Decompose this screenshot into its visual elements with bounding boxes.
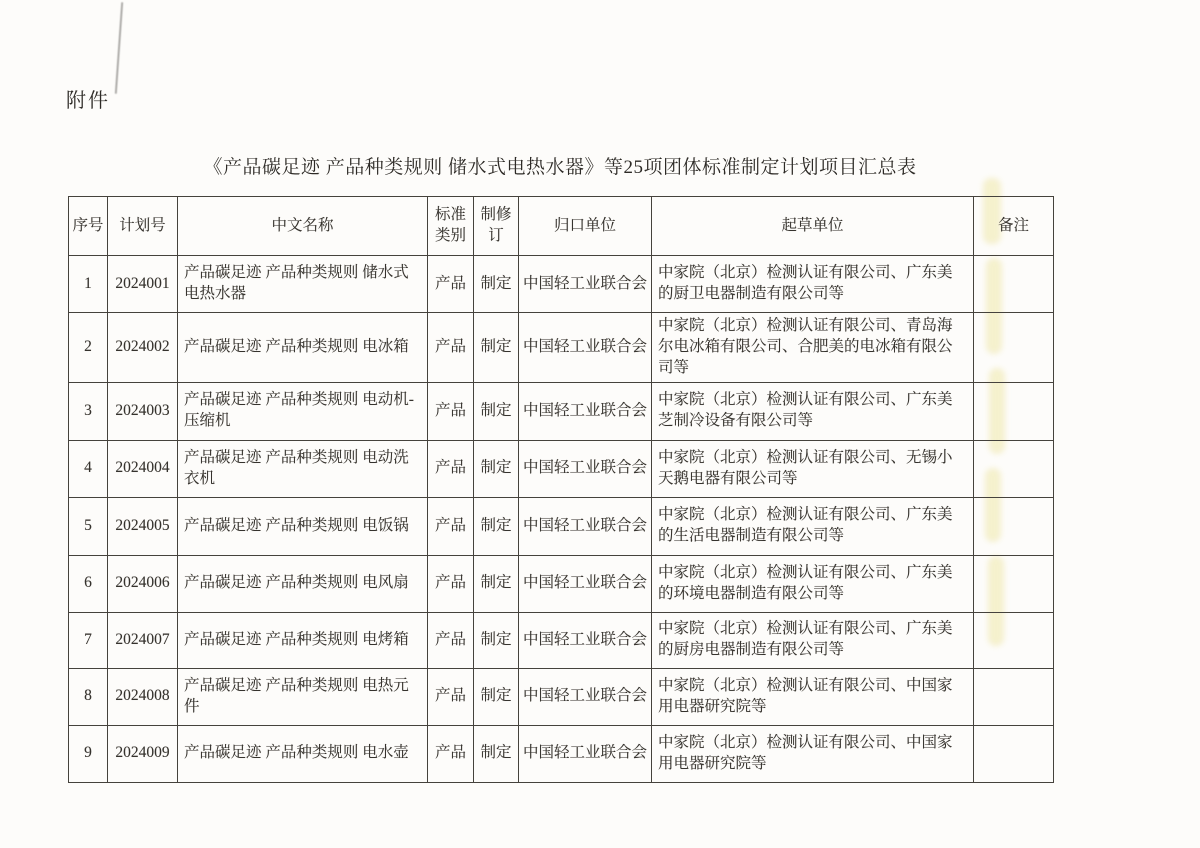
cell-seq: 2 bbox=[69, 313, 108, 383]
cell-org: 中国轻工业联合会 bbox=[519, 313, 652, 383]
standards-plan-table bbox=[68, 196, 1054, 783]
cell-remark bbox=[974, 725, 1054, 782]
cell-drafter: 中家院（北京）检测认证有限公司、广东美的环境电器制造有限公司等 bbox=[652, 555, 974, 612]
cell-remark bbox=[974, 313, 1054, 383]
cell-plan-no: 2024006 bbox=[108, 555, 178, 612]
cell-name: 产品碳足迹 产品种类规则 电动洗衣机 bbox=[178, 440, 428, 497]
cell-name: 产品碳足迹 产品种类规则 电冰箱 bbox=[178, 313, 428, 383]
cell-drafter: 中家院（北京）检测认证有限公司、广东美的生活电器制造有限公司等 bbox=[652, 497, 974, 555]
cell-name: 产品碳足迹 产品种类规则 电动机-压缩机 bbox=[178, 382, 428, 440]
cell-name: 产品碳足迹 产品种类规则 电风扇 bbox=[178, 555, 428, 612]
paper-crease-artifact bbox=[115, 2, 123, 94]
cell-action: 制定 bbox=[474, 555, 519, 612]
cell-seq: 6 bbox=[69, 555, 108, 612]
cell-remark bbox=[974, 612, 1054, 668]
header-cell-category: 标准类别 bbox=[428, 197, 474, 256]
cell-seq: 4 bbox=[69, 440, 108, 497]
cell-drafter: 中家院（北京）检测认证有限公司、广东美芝制冷设备有限公司等 bbox=[652, 382, 974, 440]
table-row bbox=[69, 256, 1054, 313]
cell-org: 中国轻工业联合会 bbox=[519, 440, 652, 497]
cell-name: 产品碳足迹 产品种类规则 储水式电热水器 bbox=[178, 256, 428, 313]
cell-name: 产品碳足迹 产品种类规则 电水壶 bbox=[178, 725, 428, 782]
table-row bbox=[69, 497, 1054, 555]
header-cell-remark: 备注 bbox=[974, 197, 1054, 256]
cell-seq: 5 bbox=[69, 497, 108, 555]
cell-seq: 7 bbox=[69, 612, 108, 668]
cell-category: 产品 bbox=[428, 725, 474, 782]
cell-drafter: 中家院（北京）检测认证有限公司、广东美的厨房电器制造有限公司等 bbox=[652, 612, 974, 668]
cell-plan-no: 2024003 bbox=[108, 382, 178, 440]
cell-action: 制定 bbox=[474, 313, 519, 383]
cell-name: 产品碳足迹 产品种类规则 电热元件 bbox=[178, 668, 428, 725]
cell-remark bbox=[974, 256, 1054, 313]
cell-plan-no: 2024008 bbox=[108, 668, 178, 725]
table-row bbox=[69, 668, 1054, 725]
cell-org: 中国轻工业联合会 bbox=[519, 497, 652, 555]
cell-remark bbox=[974, 497, 1054, 555]
cell-plan-no: 2024005 bbox=[108, 497, 178, 555]
cell-category: 产品 bbox=[428, 497, 474, 555]
cell-seq: 8 bbox=[69, 668, 108, 725]
cell-drafter: 中家院（北京）检测认证有限公司、广东美的厨卫电器制造有限公司等 bbox=[652, 256, 974, 313]
cell-remark bbox=[974, 382, 1054, 440]
cell-action: 制定 bbox=[474, 440, 519, 497]
cell-plan-no: 2024001 bbox=[108, 256, 178, 313]
header-cell-org: 归口单位 bbox=[519, 197, 652, 256]
cell-category: 产品 bbox=[428, 256, 474, 313]
table-header-row bbox=[69, 197, 1054, 256]
cell-seq: 9 bbox=[69, 725, 108, 782]
cell-category: 产品 bbox=[428, 555, 474, 612]
cell-category: 产品 bbox=[428, 612, 474, 668]
cell-org: 中国轻工业联合会 bbox=[519, 256, 652, 313]
header-cell-name: 中文名称 bbox=[178, 197, 428, 256]
cell-name: 产品碳足迹 产品种类规则 电饭锅 bbox=[178, 497, 428, 555]
cell-org: 中国轻工业联合会 bbox=[519, 612, 652, 668]
cell-org: 中国轻工业联合会 bbox=[519, 382, 652, 440]
cell-action: 制定 bbox=[474, 497, 519, 555]
cell-action: 制定 bbox=[474, 612, 519, 668]
cell-drafter: 中家院（北京）检测认证有限公司、无锡小天鹅电器有限公司等 bbox=[652, 440, 974, 497]
cell-plan-no: 2024009 bbox=[108, 725, 178, 782]
cell-plan-no: 2024007 bbox=[108, 612, 178, 668]
cell-plan-no: 2024004 bbox=[108, 440, 178, 497]
cell-category: 产品 bbox=[428, 440, 474, 497]
cell-drafter: 中家院（北京）检测认证有限公司、中国家用电器研究院等 bbox=[652, 668, 974, 725]
table-row bbox=[69, 313, 1054, 383]
cell-org: 中国轻工业联合会 bbox=[519, 668, 652, 725]
table-row bbox=[69, 382, 1054, 440]
cell-name: 产品碳足迹 产品种类规则 电烤箱 bbox=[178, 612, 428, 668]
cell-remark bbox=[974, 668, 1054, 725]
cell-seq: 3 bbox=[69, 382, 108, 440]
cell-plan-no: 2024002 bbox=[108, 313, 178, 383]
cell-action: 制定 bbox=[474, 725, 519, 782]
cell-remark bbox=[974, 440, 1054, 497]
cell-drafter: 中家院（北京）检测认证有限公司、中国家用电器研究院等 bbox=[652, 725, 974, 782]
cell-category: 产品 bbox=[428, 382, 474, 440]
cell-org: 中国轻工业联合会 bbox=[519, 555, 652, 612]
cell-seq: 1 bbox=[69, 256, 108, 313]
cell-action: 制定 bbox=[474, 382, 519, 440]
table-row bbox=[69, 555, 1054, 612]
cell-action: 制定 bbox=[474, 256, 519, 313]
header-cell-action: 制修订 bbox=[474, 197, 519, 256]
attachment-label: 附件 bbox=[66, 90, 110, 112]
header-cell-plan-no: 计划号 bbox=[108, 197, 178, 256]
cell-category: 产品 bbox=[428, 313, 474, 383]
table-row bbox=[69, 612, 1054, 668]
table-row bbox=[69, 440, 1054, 497]
cell-category: 产品 bbox=[428, 668, 474, 725]
cell-action: 制定 bbox=[474, 668, 519, 725]
document-title: 《产品碳足迹 产品种类规则 储水式电热水器》等25项团体标准制定计划项目汇总表 bbox=[203, 157, 917, 178]
table-row bbox=[69, 725, 1054, 782]
cell-remark bbox=[974, 555, 1054, 612]
cell-org: 中国轻工业联合会 bbox=[519, 725, 652, 782]
header-cell-drafter: 起草单位 bbox=[652, 197, 974, 256]
header-cell-seq: 序号 bbox=[69, 197, 108, 256]
cell-drafter: 中家院（北京）检测认证有限公司、青岛海尔电冰箱有限公司、合肥美的电冰箱有限公司等 bbox=[652, 313, 974, 383]
